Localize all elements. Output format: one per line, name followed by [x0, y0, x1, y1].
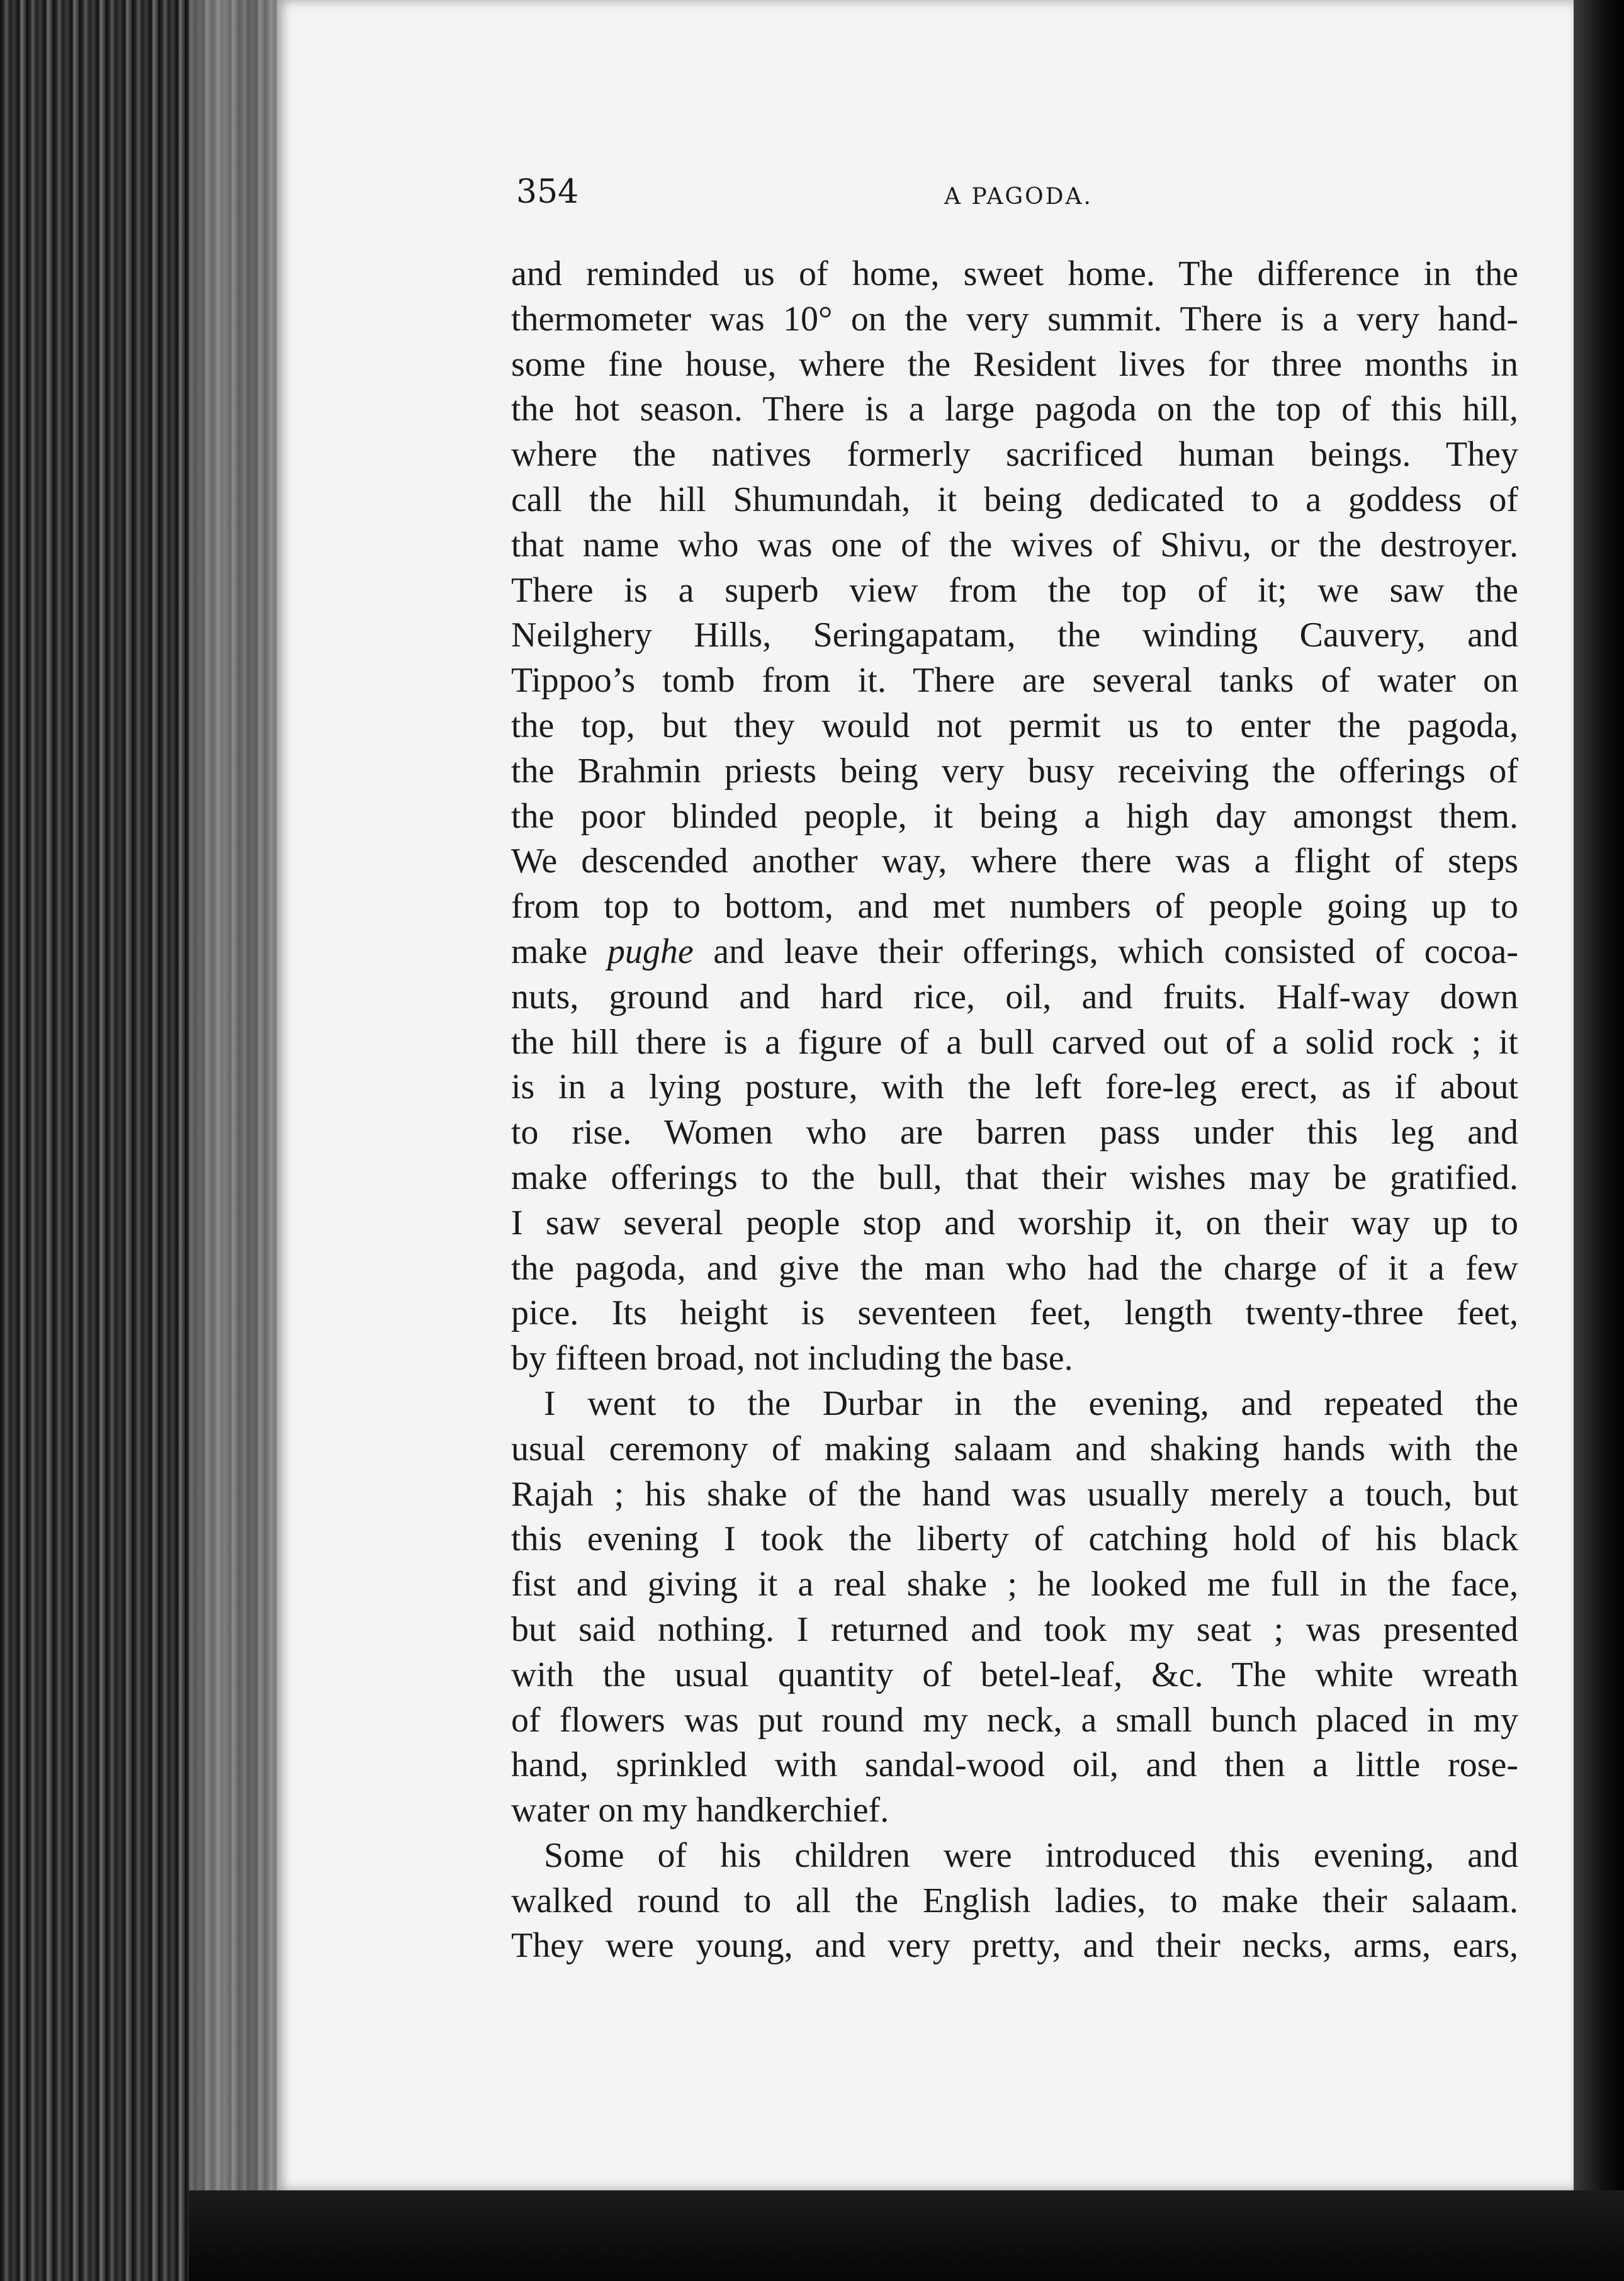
text-line: water on my handkerchief.	[511, 1791, 889, 1830]
text-line: We descended another way, where there was a flight of steps	[511, 842, 1518, 881]
text-line: is in a lying posture, with the left fore-leg erect, as if about	[511, 1067, 1518, 1107]
text-line: walked round to all the English ladies, to make their salaam.	[511, 1881, 1518, 1920]
text-line: usual ceremony of making salaam and shaking hands with the	[511, 1429, 1518, 1468]
text-line: Neilghery Hills, Seringapatam, the winding Cauvery, and	[511, 616, 1518, 655]
text-line-pughe	[511, 930, 1518, 975]
text-line: that name who was one of the wives of Shivu, or the destroyer.	[511, 525, 1518, 565]
text-line: some fine house, where the Resident lives for three months in	[511, 344, 1518, 384]
text-line: the hill there is a figure of a bull carved out of a solid rock ; it	[511, 1022, 1518, 1062]
paragraph-1	[511, 252, 1518, 1382]
text-line: call the hill Shumundah, it being dedicated to a goddess of	[511, 480, 1518, 519]
text-line: the pagoda, and give the man who had the charge of it a few	[511, 1248, 1518, 1288]
text-line: Some of his children were introduced this evening, and	[544, 1835, 1518, 1875]
running-head: A PAGODA.	[944, 184, 1093, 210]
text-line: this evening I took the liberty of catching hold of his black	[511, 1519, 1518, 1559]
text-line: of flowers was put round my neck, a small bunch placed in my	[511, 1700, 1518, 1740]
text-line: to rise. Women who are barren pass under this leg and	[511, 1113, 1518, 1152]
text-line: the top, but they would not permit us to enter the pagoda,	[511, 706, 1518, 745]
paragraph-2	[511, 1382, 1518, 1833]
page-number: 354	[516, 173, 579, 211]
text-line: thermometer was 10° on the very summit. There is a very hand-	[511, 299, 1518, 339]
page-stack-edge	[189, 0, 277, 2281]
text-line: Tippoo’s tomb from it. There are several tanks of water on	[511, 661, 1518, 701]
text-line: the poor blinded people, it being a high day amongst them.	[511, 796, 1518, 836]
text-run: make	[511, 932, 607, 971]
text-line: I went to the Durbar in the evening, and repeated the	[544, 1383, 1518, 1423]
text-line: make offerings to the bull, that their wishes may be gratified.	[511, 1157, 1518, 1197]
scan-bottom-border	[189, 2190, 1624, 2281]
scan-right-border	[1574, 0, 1624, 2281]
text-line: Rajah ; his shake of the hand was usually merely a touch, but	[511, 1474, 1518, 1514]
text-line: There is a superb view from the top of it; we saw the	[511, 570, 1518, 610]
italic-word: pughe	[607, 932, 694, 971]
text-line: the hot season. There is a large pagoda on the top of this hill,	[511, 390, 1518, 429]
text-line: hand, sprinkled with sandal-wood oil, and then a little rose-	[511, 1745, 1518, 1785]
text-line: nuts, ground and hard rice, oil, and fruits. Half-way down	[511, 977, 1518, 1017]
text-line: They were young, and very pretty, and their necks, arms, ears,	[511, 1926, 1518, 1966]
text-line: and reminded us of home, sweet home. The difference in the	[511, 254, 1518, 293]
text-line: pice. Its height is seventeen feet, length twenty-three feet,	[511, 1293, 1518, 1333]
text-line: the Brahmin priests being very busy receiving the offerings of	[511, 751, 1518, 791]
text-line: from top to bottom, and met numbers of people going up to	[511, 887, 1518, 926]
text-run: and leave their offerings, which consisted of cocoa-	[693, 932, 1518, 971]
text-line: fist and giving it a real shake ; he looked me full in the face,	[511, 1565, 1518, 1604]
text-line: where the natives formerly sacrificed human beings. They	[511, 435, 1518, 475]
text-line: I saw several people stop and worship it, on their way up to	[511, 1203, 1518, 1242]
text-line: with the usual quantity of betel-leaf, &c. The white wreath	[511, 1655, 1518, 1694]
paragraph-3	[511, 1833, 1518, 1969]
page-header	[516, 170, 1523, 214]
text-line: but said nothing. I returned and took my seat ; was presented	[511, 1609, 1518, 1649]
body-text	[511, 252, 1518, 1969]
text-line: by fifteen broad, not including the base.	[511, 1339, 1073, 1378]
